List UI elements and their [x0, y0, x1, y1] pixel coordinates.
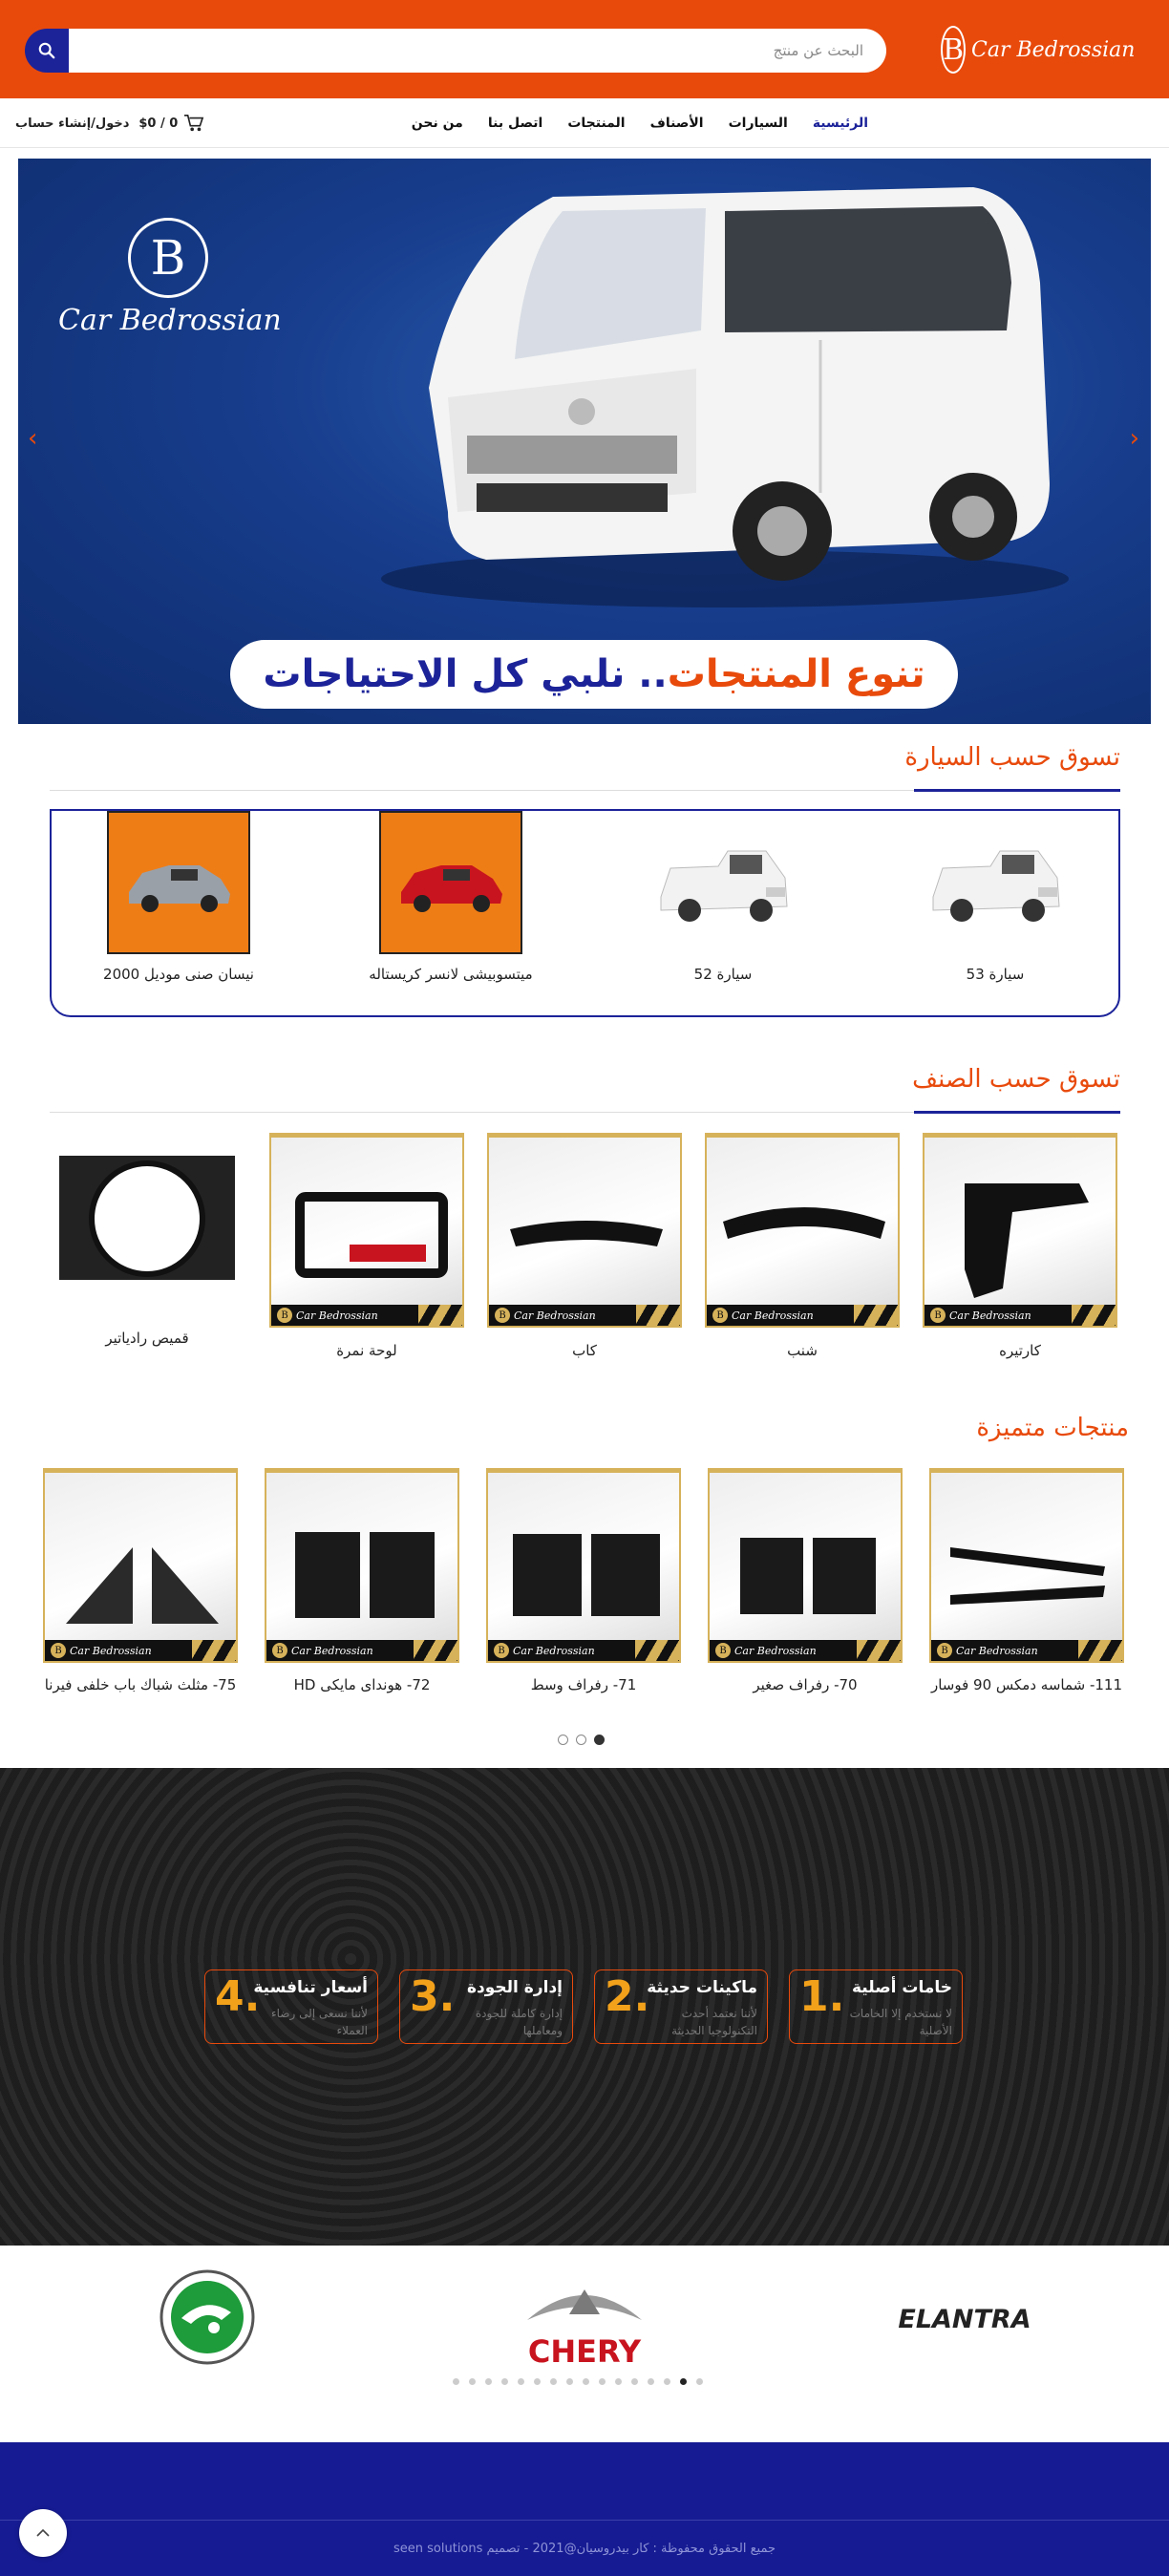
cars-heading: تسوق حسب السيارة [904, 743, 1120, 772]
logo-mark [941, 26, 966, 74]
product-card[interactable] [43, 1468, 238, 1663]
pagination-dot[interactable] [631, 2378, 638, 2385]
category-card[interactable] [269, 1133, 464, 1328]
pagination-dot[interactable] [501, 2378, 508, 2385]
car-card[interactable] [618, 811, 828, 1011]
pickup-truck-image [924, 811, 1067, 954]
back-to-top-button[interactable] [19, 2509, 67, 2557]
slider-next-arrow-icon[interactable]: › [1129, 424, 1139, 453]
hero-caption [230, 640, 958, 709]
pagination-dot[interactable] [615, 2378, 622, 2385]
car-label: ميتسوبيشى لانسر كريستاله [369, 966, 533, 983]
cars-carousel [50, 809, 1120, 1017]
pagination-dot-active[interactable] [680, 2378, 687, 2385]
product-label: 75- مثلث شباك باب خلفى فيرنا [44, 1676, 237, 1693]
nav-item-categories[interactable]: الأصناف [649, 116, 704, 131]
brands-pagination [453, 2378, 703, 2385]
chery-logo[interactable] [499, 2272, 670, 2372]
category-card[interactable] [705, 1133, 900, 1328]
card-brand-strip: B Car Bedrossian [710, 1640, 901, 1661]
pagination-dot[interactable] [534, 2378, 541, 2385]
card-brand-strip: B Car Bedrossian [925, 1305, 1116, 1326]
cars-background-image [0, 1768, 1169, 2246]
product-label: 72- هونداى مايكى HD [293, 1676, 431, 1693]
feature-description: لأننا نعتمد أحدث التكنولوجيا الحديثة [671, 2007, 757, 2037]
product-card[interactable] [929, 1468, 1124, 1663]
product-label: 111- شماسه دمكس 90 فوسار [930, 1676, 1123, 1693]
window-visor-image [943, 1490, 1115, 1643]
pagination-dot[interactable] [696, 2378, 703, 2385]
pagination-dot[interactable] [599, 2378, 606, 2385]
nav-item-home[interactable]: الرئيسية [812, 116, 868, 131]
feature-number: .3 [410, 1972, 456, 2021]
pagination-dot[interactable] [558, 1735, 568, 1745]
pagination-dot[interactable] [648, 2378, 654, 2385]
features-section [0, 1768, 1169, 2246]
feature-title: إدارة الجودة [467, 1978, 563, 1997]
category-card[interactable] [487, 1133, 682, 1328]
hero-logo [58, 218, 282, 342]
nav-menu [412, 98, 868, 148]
chery-wordmark: CHERY [527, 2333, 642, 2370]
feature-card [789, 1969, 963, 2044]
category-label: كاب [572, 1342, 597, 1359]
title-underline [914, 1111, 1120, 1114]
hero-caption-text: .. نلبي كل الاحتياجات [263, 652, 668, 696]
title-underline [914, 789, 1120, 792]
hero-logo-text: Car Bedrossian [58, 304, 282, 337]
mud-flap-medium-image [499, 1490, 671, 1643]
mud-flap-small-image [721, 1490, 893, 1643]
nav-item-products[interactable]: المنتجات [567, 116, 626, 131]
feature-title: ماكينات حديثة [647, 1978, 757, 1997]
site-logo[interactable] [941, 25, 1136, 75]
account-area [15, 98, 204, 148]
nav-item-about[interactable]: من نحن [411, 116, 463, 131]
pagination-dot[interactable] [566, 2378, 573, 2385]
search-button[interactable] [25, 29, 69, 73]
search-icon [38, 42, 55, 59]
card-brand-strip: B Car Bedrossian [266, 1640, 457, 1661]
feature-title: خامات أصلية [852, 1978, 952, 1997]
category-card[interactable] [923, 1133, 1117, 1328]
category-label: كارتيره [999, 1342, 1041, 1359]
sedan-poster-image [107, 811, 250, 954]
car-card[interactable] [74, 811, 284, 1011]
feature-card [204, 1969, 378, 2044]
feature-description: لأننا نسعى إلى رضاء العملاء [270, 2007, 368, 2037]
skoda-logo[interactable] [159, 2268, 256, 2366]
categories-section-title [50, 1065, 1120, 1113]
hood-deflector-image [718, 1155, 890, 1308]
pagination-dot[interactable] [576, 1735, 586, 1745]
feature-number: .2 [605, 1972, 650, 2021]
white-van-image [324, 168, 1088, 627]
pagination-dot[interactable] [469, 2378, 476, 2385]
product-card[interactable] [486, 1468, 681, 1663]
pagination-dot[interactable] [664, 2378, 670, 2385]
featured-pagination [558, 1735, 605, 1745]
feature-description: لا نستخدم إلا الخامات الأصلية [849, 2007, 952, 2037]
product-card[interactable] [708, 1468, 903, 1663]
license-plate-frame-image [283, 1155, 455, 1308]
product-label: 70- رفراف صغير [753, 1676, 858, 1693]
categories-heading: تسوق حسب الصنف [912, 1065, 1120, 1094]
car-label: نيسان صنى موديل 2000 [103, 966, 254, 983]
nav-item-cars[interactable]: السيارات [728, 116, 788, 131]
hero-slider[interactable] [18, 159, 1151, 724]
hero-logo-letter: B [150, 230, 186, 286]
footer-divider [0, 2520, 1169, 2521]
car-card[interactable] [890, 811, 1100, 1011]
feature-card [594, 1969, 768, 2044]
hero-logo-mark [128, 218, 208, 298]
feature-card [399, 1969, 573, 2044]
search-bar [25, 29, 886, 73]
fender-liner-image [936, 1155, 1108, 1308]
featured-section-title [726, 1414, 1129, 1452]
site-footer [0, 2442, 1169, 2576]
logo-text: Car Bedrossian [971, 37, 1136, 62]
pagination-dot[interactable] [583, 2378, 589, 2385]
feature-description: إدارة كاملة للجودة ومعاملها [475, 2007, 563, 2037]
cars-section-title [50, 743, 1120, 791]
product-label: 71- رفراف وسط [530, 1676, 637, 1693]
card-brand-strip: B Car Bedrossian [271, 1305, 462, 1326]
elantra-logo[interactable] [876, 2299, 1053, 2337]
pickup-truck-image [651, 811, 795, 954]
feature-title: أسعار تنافسية [253, 1978, 368, 1997]
visor-cap-image [500, 1155, 672, 1308]
main-navigation [0, 98, 1169, 148]
nav-item-contact[interactable]: اتصل بنا [487, 116, 543, 131]
footer-copyright: جميع الحقوق محفوظة : كار بيدروسيان@2021 - تصميم seen solutions [393, 2542, 776, 2556]
category-label: لوحة نمرة [336, 1342, 397, 1359]
car-card[interactable] [346, 811, 556, 1011]
hero-caption-highlight: تنوع المنتجات [667, 652, 925, 696]
account-link[interactable]: دخول/إنشاء حساب [15, 116, 130, 131]
radiator-shroud-image [50, 1142, 244, 1295]
category-label: قميص رادياتير [105, 1330, 189, 1347]
featured-heading: منتجات متميزة [976, 1414, 1129, 1442]
top-header [0, 0, 1169, 98]
feature-number: .4 [215, 1972, 261, 2021]
feature-number: .1 [799, 1972, 845, 2021]
card-brand-strip: B Car Bedrossian [707, 1305, 898, 1326]
pagination-dot[interactable] [453, 2378, 459, 2385]
card-brand-strip: B Car Bedrossian [488, 1640, 679, 1661]
pagination-dot-active[interactable] [594, 1735, 605, 1745]
cart-button[interactable] [138, 114, 204, 133]
logo-letter: B [943, 32, 965, 67]
pagination-dot[interactable] [485, 2378, 492, 2385]
sedan-poster-image [379, 811, 522, 954]
slider-prev-arrow-icon[interactable]: ‹ [28, 424, 38, 453]
window-triangle-image [56, 1490, 228, 1643]
card-brand-strip: B Car Bedrossian [931, 1640, 1122, 1661]
cart-icon [183, 114, 204, 133]
car-label: سيارة 52 [693, 966, 753, 983]
cart-total: $0 / 0 [138, 116, 179, 131]
card-brand-strip: B Car Bedrossian [489, 1305, 680, 1326]
elantra-wordmark: ELANTRA [898, 2305, 1031, 2334]
brands-carousel [0, 2246, 1169, 2442]
chevron-up-icon [35, 2528, 51, 2538]
car-label: سيارة 53 [966, 966, 1025, 983]
pagination-dot[interactable] [518, 2378, 524, 2385]
mud-flap-hd-image [278, 1490, 450, 1643]
search-input[interactable] [69, 29, 886, 73]
pagination-dot[interactable] [550, 2378, 557, 2385]
category-label: شنب [787, 1342, 818, 1359]
product-card[interactable] [265, 1468, 459, 1663]
card-brand-strip: B Car Bedrossian [45, 1640, 236, 1661]
